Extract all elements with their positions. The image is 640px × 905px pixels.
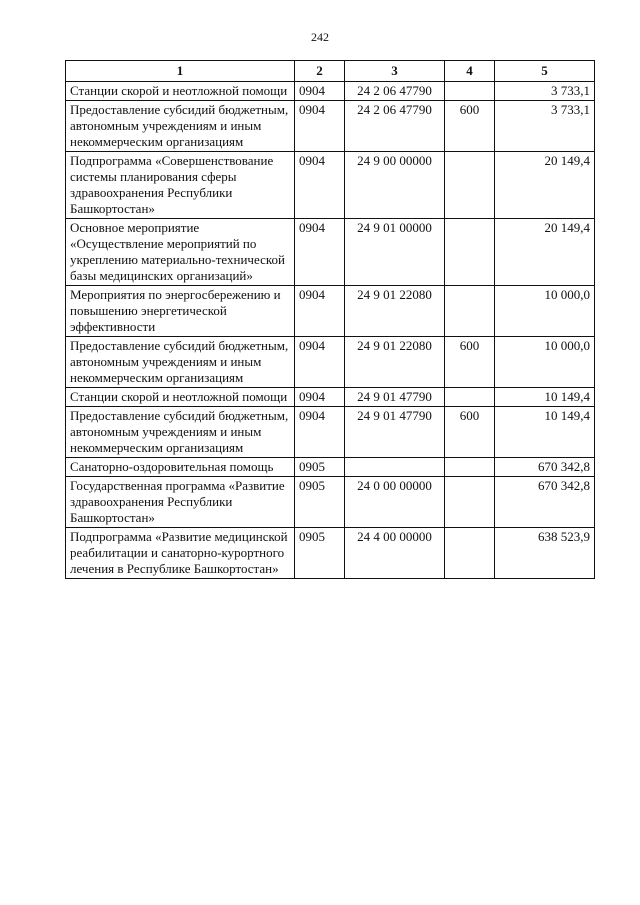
row-name-cell: Предоставление субсидий бюджетным, автономным учреждениям и иным некоммерческим организациям <box>66 101 295 152</box>
table-row <box>66 528 595 579</box>
row-expense-type-cell <box>445 219 495 286</box>
row-amount-cell: 3 733,1 <box>495 82 595 101</box>
header-col-2: 2 <box>295 61 345 82</box>
header-row <box>66 61 595 82</box>
row-amount-cell: 10 000,0 <box>495 337 595 388</box>
row-name-cell: Подпрограмма «Развитие медицинской реабилитации и санаторно-курортного лечения в Республике Башкортостан» <box>66 528 295 579</box>
row-amount-cell: 20 149,4 <box>495 152 595 219</box>
table-row <box>66 101 595 152</box>
row-expense-type-cell <box>445 286 495 337</box>
row-section-cell: 0905 <box>295 528 345 579</box>
row-expense-type-cell <box>445 458 495 477</box>
row-name-cell: Государственная программа «Развитие здравоохранения Республики Башкортостан» <box>66 477 295 528</box>
row-expense-type-cell: 600 <box>445 337 495 388</box>
row-name-cell: Подпрограмма «Совершенствование системы планирования сферы здравоохранения Республики Башкортостан» <box>66 152 295 219</box>
row-amount-cell: 3 733,1 <box>495 101 595 152</box>
row-target-article-cell: 24 9 01 22080 <box>345 337 445 388</box>
table-row <box>66 458 595 477</box>
row-section-cell: 0904 <box>295 388 345 407</box>
table-row <box>66 407 595 458</box>
row-amount-cell: 20 149,4 <box>495 219 595 286</box>
row-expense-type-cell: 600 <box>445 407 495 458</box>
row-section-cell: 0905 <box>295 477 345 528</box>
table-row <box>66 337 595 388</box>
row-expense-type-cell <box>445 82 495 101</box>
row-target-article-cell: 24 9 00 00000 <box>345 152 445 219</box>
row-expense-type-cell <box>445 477 495 528</box>
row-target-article-cell: 24 9 01 47790 <box>345 388 445 407</box>
row-section-cell: 0904 <box>295 337 345 388</box>
row-target-article-cell: 24 0 00 00000 <box>345 477 445 528</box>
row-section-cell: 0904 <box>295 152 345 219</box>
row-target-article-cell: 24 9 01 47790 <box>345 407 445 458</box>
row-name-cell: Основное мероприятие «Осуществление мероприятий по укреплению материально-технической базы медицинских организаций» <box>66 219 295 286</box>
row-target-article-cell: 24 9 01 22080 <box>345 286 445 337</box>
header-col-3: 3 <box>345 61 445 82</box>
header-col-1: 1 <box>66 61 295 82</box>
row-expense-type-cell <box>445 528 495 579</box>
row-section-cell: 0904 <box>295 407 345 458</box>
row-name-cell: Предоставление субсидий бюджетным, автономным учреждениям и иным некоммерческим организациям <box>66 337 295 388</box>
row-section-cell: 0904 <box>295 219 345 286</box>
row-amount-cell: 10 149,4 <box>495 388 595 407</box>
table-row <box>66 82 595 101</box>
row-amount-cell: 670 342,8 <box>495 458 595 477</box>
row-expense-type-cell <box>445 388 495 407</box>
row-section-cell: 0905 <box>295 458 345 477</box>
row-target-article-cell: 24 4 00 00000 <box>345 528 445 579</box>
row-section-cell: 0904 <box>295 82 345 101</box>
table-row <box>66 152 595 219</box>
row-amount-cell: 670 342,8 <box>495 477 595 528</box>
row-expense-type-cell <box>445 152 495 219</box>
budget-table <box>65 60 595 579</box>
row-target-article-cell: 24 9 01 00000 <box>345 219 445 286</box>
row-name-cell: Мероприятия по энергосбережению и повышению энергетической эффективности <box>66 286 295 337</box>
row-expense-type-cell: 600 <box>445 101 495 152</box>
row-name-cell: Предоставление субсидий бюджетным, автономным учреждениям и иным некоммерческим организациям <box>66 407 295 458</box>
row-name-cell: Станции скорой и неотложной помощи <box>66 82 295 101</box>
table-row <box>66 477 595 528</box>
row-target-article-cell <box>345 458 445 477</box>
row-name-cell: Станции скорой и неотложной помощи <box>66 388 295 407</box>
table-row <box>66 286 595 337</box>
row-section-cell: 0904 <box>295 286 345 337</box>
row-name-cell: Санаторно-оздоровительная помощь <box>66 458 295 477</box>
row-amount-cell: 10 000,0 <box>495 286 595 337</box>
row-amount-cell: 10 149,4 <box>495 407 595 458</box>
header-col-5: 5 <box>495 61 595 82</box>
row-amount-cell: 638 523,9 <box>495 528 595 579</box>
table-row <box>66 219 595 286</box>
row-section-cell: 0904 <box>295 101 345 152</box>
row-target-article-cell: 24 2 06 47790 <box>345 82 445 101</box>
page-number: 242 <box>311 30 329 44</box>
header-col-4: 4 <box>445 61 495 82</box>
table-body <box>66 82 595 579</box>
row-target-article-cell: 24 2 06 47790 <box>345 101 445 152</box>
table-row <box>66 388 595 407</box>
